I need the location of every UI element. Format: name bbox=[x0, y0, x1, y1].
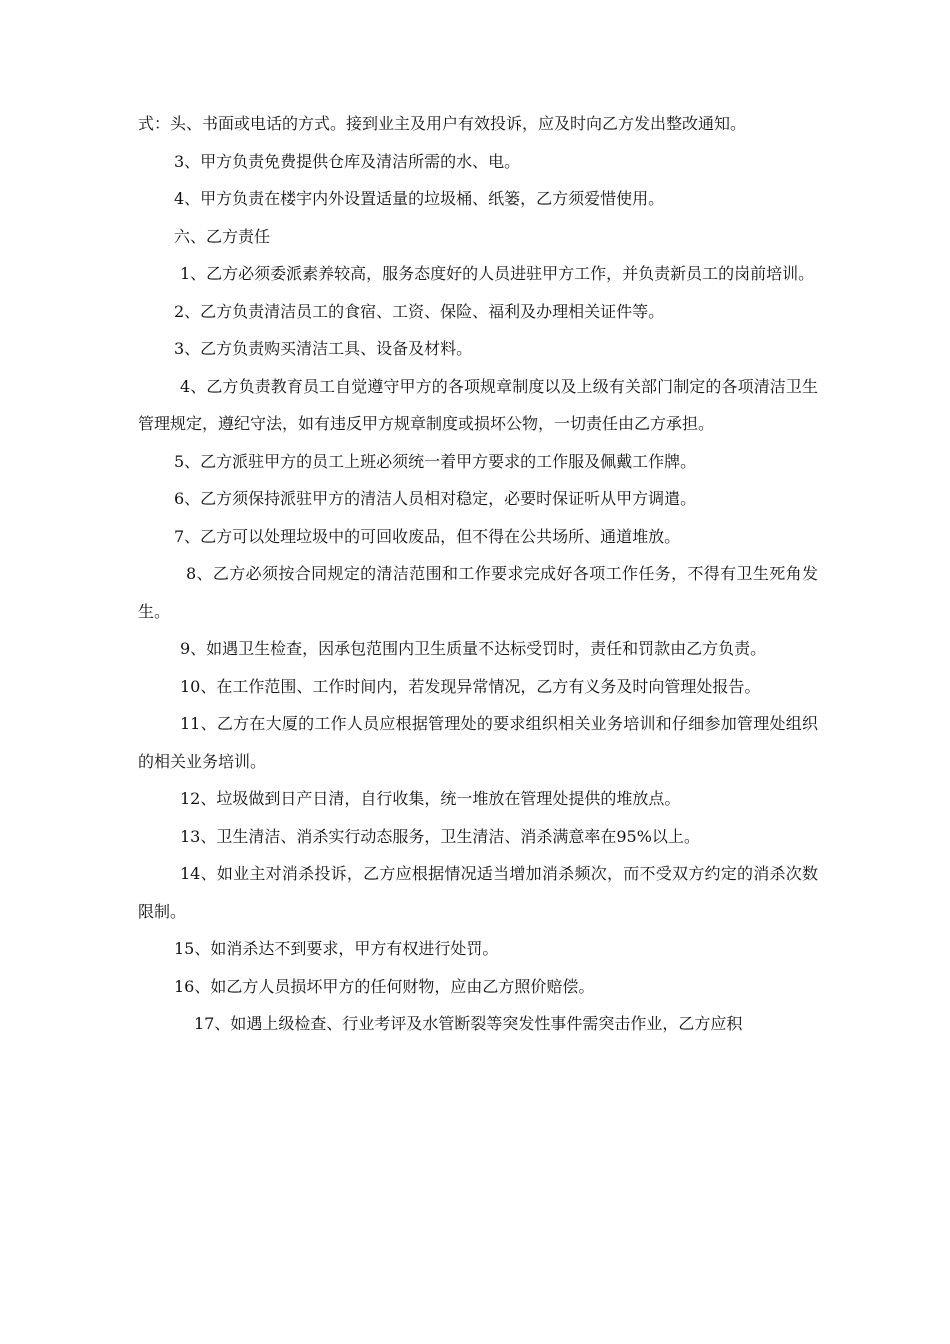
paragraph-party-b-6: 6、乙方须保持派驻甲方的清洁人员相对稳定，必要时保证听从甲方调遣。 bbox=[174, 489, 697, 508]
paragraph-party-b-14: 14、如业主对消杀投诉，乙方应根据情况适当增加消杀频次，而不受双方约定的消杀次数限制。 bbox=[138, 864, 818, 921]
section-heading-party-b: 六、乙方责任 bbox=[174, 226, 271, 246]
paragraph-party-b-7: 7、乙方可以处理垃圾中的可回收废品，但不得在公共场所、通道堆放。 bbox=[174, 526, 681, 546]
paragraph-party-b-4: 4、乙方负责教育员工自觉遵守甲方的各项规章制度以及上级有关部门制定的各项清洁卫生管理规定，遵纪守法，如有违反甲方规章制度或损坏公物，一切责任由乙方承担。 bbox=[138, 376, 818, 433]
paragraph-party-b-17: 17、如遇上级检查、行业考评及水管断裂等突发性事件需突击作业，乙方应积 bbox=[194, 1014, 743, 1033]
paragraph-party-b-16: 16、如乙方人员损坏甲方的任何财物，应由乙方照价赔偿。 bbox=[174, 976, 595, 996]
paragraph-party-b-1: 1、乙方必须委派素养较高，服务态度好的人员进驻甲方工作，并负责新员工的岗前培训。 bbox=[180, 264, 815, 283]
paragraph-party-b-9: 9、如遇卫生检查，因承包范围内卫生质量不达标受罚时，责任和罚款由乙方负责。 bbox=[180, 639, 767, 658]
paragraph-party-b-15: 15、如消杀达不到要求，甲方有权进行处罚。 bbox=[174, 939, 499, 958]
paragraph-party-b-5: 5、乙方派驻甲方的员工上班必须统一着甲方要求的工作服及佩戴工作牌。 bbox=[174, 451, 697, 471]
paragraph-party-b-12: 12、垃圾做到日产日清，自行收集，统一堆放在管理处提供的堆放点。 bbox=[180, 789, 681, 808]
paragraph-party-b-10: 10、在工作范围、工作时间内，若发现异常情况，乙方有义务及时向管理处报告。 bbox=[180, 676, 761, 696]
paragraph-party-a-4: 4、甲方负责在楼宇内外设置适量的垃圾桶、纸篓，乙方须爱惜使用。 bbox=[174, 189, 665, 208]
paragraph-continued-complaint: 式：头、书面或电话的方式。接到业主及用户有效投诉，应及时向乙方发出整改通知。 bbox=[138, 114, 747, 133]
paragraph-party-b-2: 2、乙方负责清洁员工的食宿、工资、保险、福利及办理相关证件等。 bbox=[174, 301, 665, 321]
paragraph-party-b-13: 13、卫生清洁、消杀实行动态服务，卫生清洁、消杀满意率在95%以上。 bbox=[180, 826, 700, 846]
document-body bbox=[138, 105, 818, 1043]
paragraph-party-a-3: 3、甲方负责免费提供仓库及清洁所需的水、电。 bbox=[174, 151, 521, 171]
paragraph-party-b-11: 11、乙方在大厦的工作人员应根据管理处的要求组织相关业务培训和仔细参加管理处组织的相关业务培训。 bbox=[138, 714, 818, 771]
paragraph-party-b-8: 8、乙方必须按合同规定的清洁范围和工作要求完成好各项工作任务，不得有卫生死角发生。 bbox=[138, 564, 818, 621]
paragraph-party-b-3: 3、乙方负责购买清洁工具、设备及材料。 bbox=[174, 339, 473, 358]
